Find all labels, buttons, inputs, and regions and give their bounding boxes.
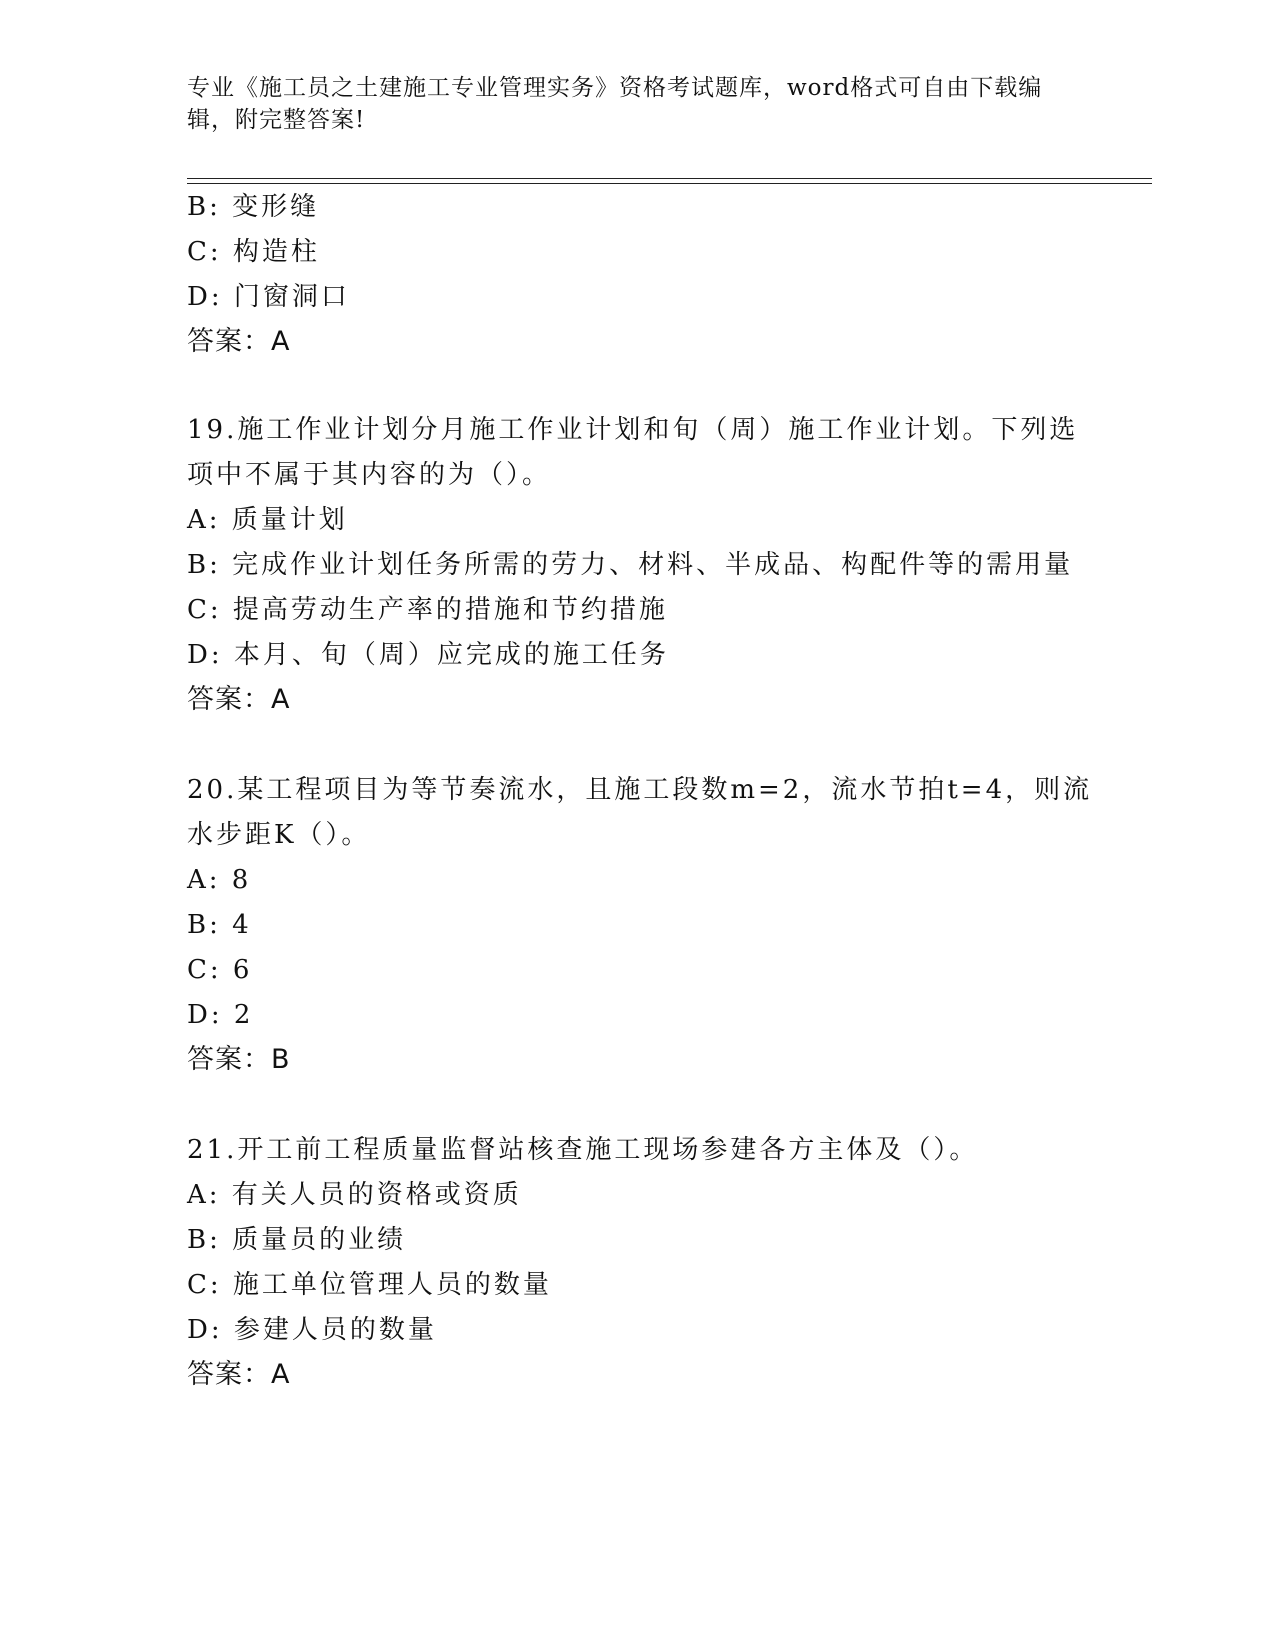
- header-divider-top: [187, 178, 1152, 179]
- q19-option-c: C: 提高劳动生产率的措施和节约措施: [187, 595, 668, 625]
- q21-option-b: B: 质量员的业绩: [187, 1225, 407, 1255]
- q20-option-b: B: 4: [187, 910, 252, 940]
- q18-option-d: D: 门窗洞口: [187, 282, 350, 312]
- q19-stem-line-2: 项中不属于其内容的为（）。: [187, 460, 552, 490]
- q21-stem-line-1: 21.开工前工程质量监督站核查施工现场参建各方主体及（）。: [187, 1135, 979, 1165]
- q19-option-d: D: 本月、旬（周）应完成的施工任务: [187, 640, 669, 670]
- q20-stem-line-2: 水步距K（）。: [187, 820, 371, 850]
- document-header: [187, 72, 1067, 136]
- q21-option-a: A: 有关人员的资格或资质: [187, 1180, 522, 1210]
- q21-option-d: D: 参建人员的数量: [187, 1315, 437, 1345]
- q20-stem-line-1: 20.某工程项目为等节奏流水，且施工段数m=2，流水节拍t=4，则流: [187, 775, 1093, 805]
- q20-option-c: C: 6: [187, 955, 253, 985]
- q21-answer: 答案：A: [187, 1359, 291, 1390]
- q21-option-c: C: 施工单位管理人员的数量: [187, 1270, 552, 1300]
- header-line-1: 专业《施工员之土建施工专业管理实务》资格考试题库，word格式可自由下载编: [187, 75, 1043, 101]
- q19-option-a: A: 质量计划: [187, 505, 348, 535]
- q19-option-b: B: 完成作业计划任务所需的劳力、材料、半成品、构配件等的需用量: [187, 550, 1074, 580]
- header-divider-bottom: [187, 183, 1152, 184]
- q18-option-b: B: 变形缝: [187, 192, 320, 222]
- q18-answer: 答案：A: [187, 326, 291, 357]
- q20-answer: 答案：B: [187, 1044, 291, 1075]
- q19-answer: 答案：A: [187, 684, 291, 715]
- q18-option-c: C: 构造柱: [187, 237, 320, 267]
- q19-stem-line-1: 19.施工作业计划分月施工作业计划和旬（周）施工作业计划。下列选: [187, 415, 1079, 445]
- header-line-2: 辑，附完整答案!: [187, 107, 366, 133]
- q20-option-d: D: 2: [187, 1000, 254, 1030]
- q20-option-a: A: 8: [187, 865, 252, 895]
